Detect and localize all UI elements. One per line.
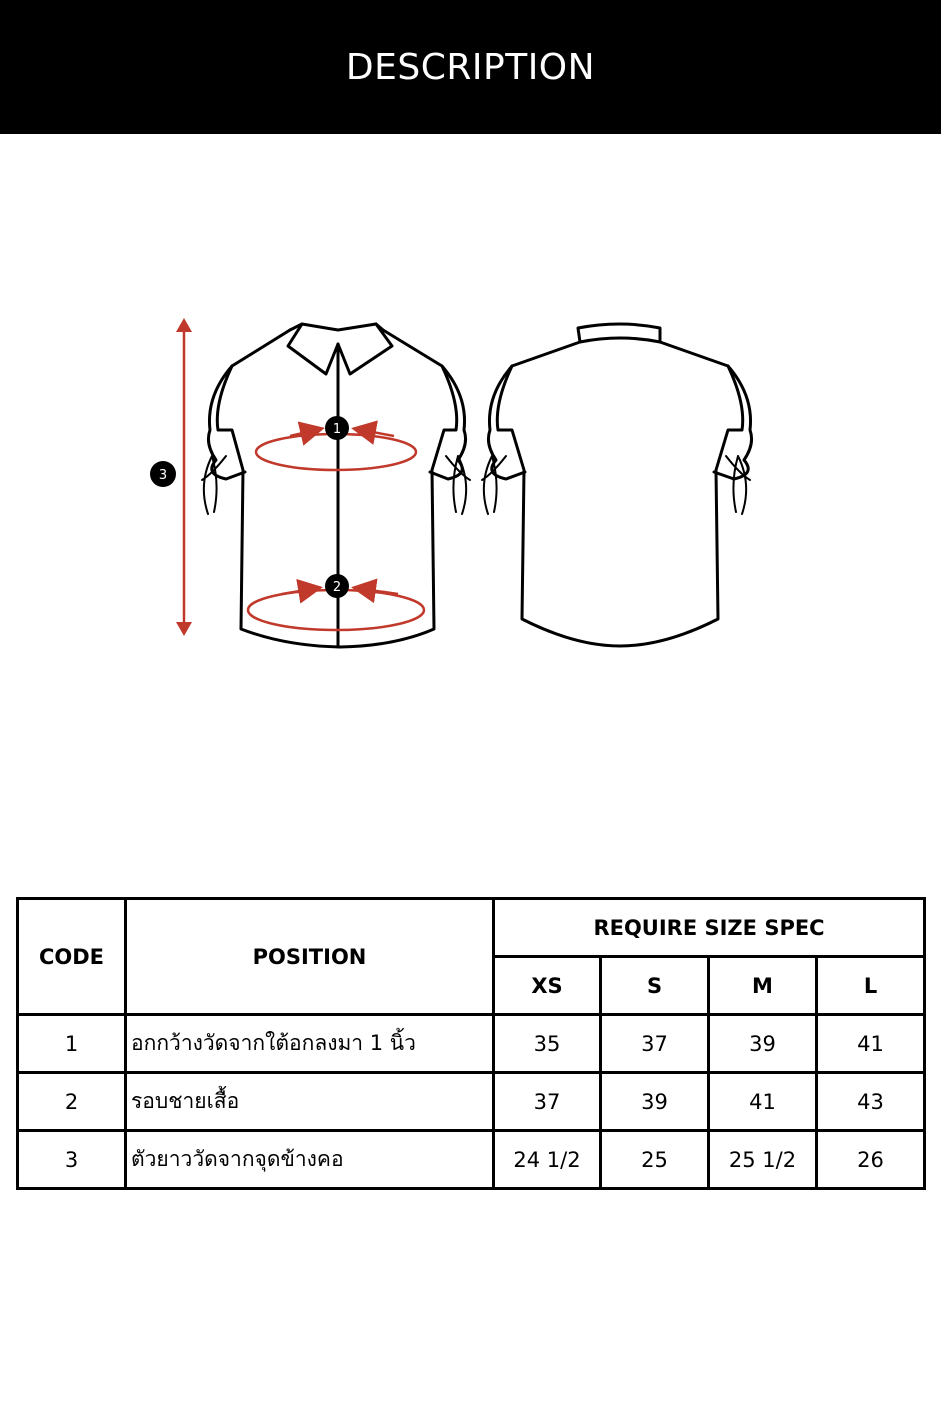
size-header-s: S [601,957,709,1015]
row-value: 41 [817,1015,925,1073]
svg-text:1: 1 [332,422,342,437]
svg-text:3: 3 [158,468,168,483]
marker-3 [150,461,176,487]
size-header-l: L [817,957,925,1015]
page-title: DESCRIPTION [345,46,596,88]
row-code: 3 [18,1131,126,1189]
row-position: อกกว้างวัดจากใต้อกลงมา 1 นิ้ว [126,1015,494,1073]
size-header-xs: XS [494,957,601,1015]
code-header: CODE [18,899,126,1015]
row-value: 37 [494,1073,601,1131]
length-measure [176,318,192,636]
row-position: ตัวยาววัดจากจุดข้างคอ [126,1131,494,1189]
row-value: 25 [601,1131,709,1189]
marker-2 [325,574,349,598]
size-header-m: M [709,957,817,1015]
page-header [0,0,941,134]
svg-text:2: 2 [332,580,342,595]
row-position: รอบชายเสื้อ [126,1073,494,1131]
shirt-back [482,324,752,646]
row-value: 41 [709,1073,817,1131]
garment-diagram [0,134,941,834]
size-spec-table [16,897,926,1190]
marker-1 [325,416,349,440]
row-value: 43 [817,1073,925,1131]
table-row [18,1131,925,1189]
table-row [18,1073,925,1131]
row-value: 35 [494,1015,601,1073]
row-value: 39 [601,1073,709,1131]
row-value: 26 [817,1131,925,1189]
size-spec-header: REQUIRE SIZE SPEC [494,899,925,957]
row-value: 24 1/2 [494,1131,601,1189]
position-header: POSITION [126,899,494,1015]
row-value: 25 1/2 [709,1131,817,1189]
row-value: 37 [601,1015,709,1073]
row-code: 2 [18,1073,126,1131]
shirt-front [202,324,470,647]
shirt-illustration [0,134,941,834]
table-row [18,1015,925,1073]
row-code: 1 [18,1015,126,1073]
row-value: 39 [709,1015,817,1073]
